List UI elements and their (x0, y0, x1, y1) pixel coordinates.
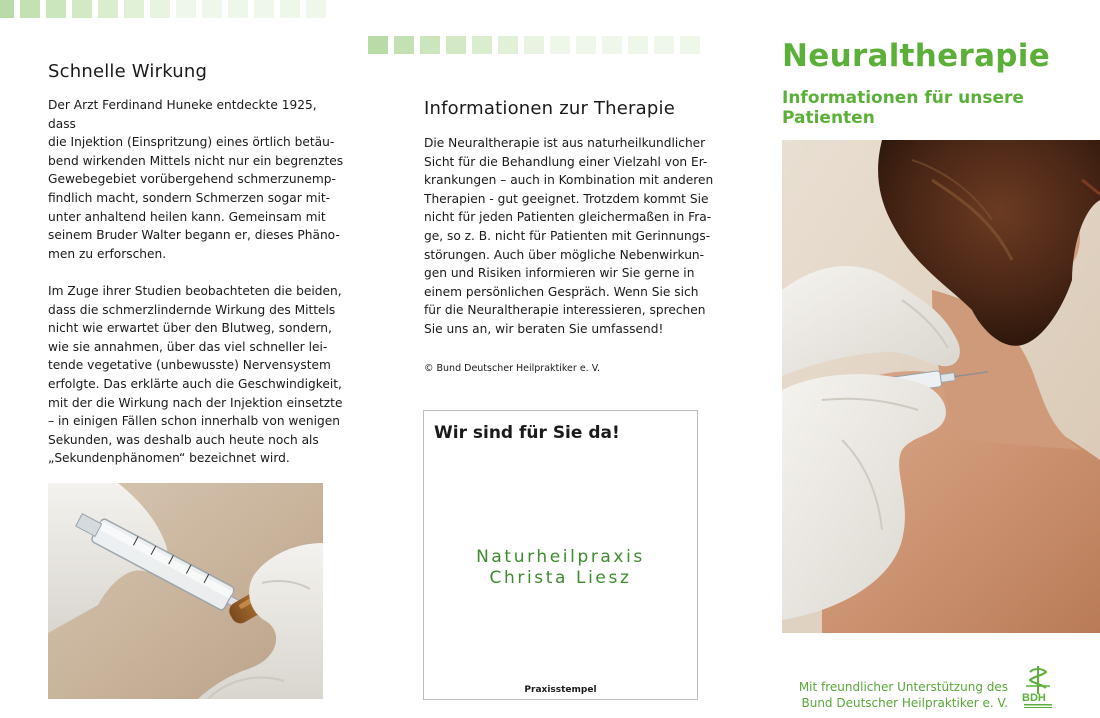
practice-name (424, 547, 697, 589)
bdh-logo-text: BDH (1022, 692, 1046, 704)
support-line: Mit freundlicher Unterstützung des (798, 680, 1008, 694)
text-line: mit der die Wirkung nach der Injektion einsetzte (48, 395, 343, 410)
text-line: störungen. Auch über mögliche Nebenwirkun- (424, 247, 705, 262)
square (602, 36, 622, 54)
practice-name-line: Naturheilpraxis (476, 547, 645, 567)
text-line: krankungen – auch in Kombination mit anderen (424, 173, 714, 188)
syringe-ampoule-illustration (48, 483, 323, 699)
brochure-subtitle: Informationen für unsere Patienten (782, 88, 1024, 128)
text-line: wie sie annahmen, über das viel schneller lei- (48, 339, 328, 354)
text-line: men zu erforschen. (48, 246, 167, 261)
square (20, 0, 40, 18)
text-line: ge, so z. B. nicht für Patienten mit Gerinnungs- (424, 228, 711, 243)
square (202, 0, 222, 18)
brochure-title: Neuraltherapie (782, 38, 1051, 74)
square (550, 36, 570, 54)
text-line: für die Neuraltherapie interessieren, sprechen (424, 303, 706, 318)
square (498, 36, 518, 54)
text-line: einem persönlichen Gespräch. Wenn Sie sich (424, 284, 699, 299)
neck-injection-photo (782, 140, 1100, 633)
square (176, 0, 196, 18)
square (72, 0, 92, 18)
stamp-label: Praxisstempel (524, 685, 597, 695)
square (46, 0, 66, 18)
text-line: Therapien - gut geeignet. Trotzdem kommt Sie (424, 191, 709, 206)
text-line: Der Arzt Ferdinand Huneke entdeckte 1925, dass (48, 98, 317, 131)
text-line: nicht für jeden Patienten gleichermaßen in Fra- (424, 210, 712, 225)
text-line: – in einigen Fällen schon innerhalb von wenigen (48, 414, 340, 429)
copyright-notice: © Bund Deutscher Heilpraktiker e. V. (424, 363, 601, 374)
square (472, 36, 492, 54)
text-line: Gewebegebiet vorübergehend schmerzunemp- (48, 172, 336, 187)
square (280, 0, 300, 18)
square (420, 36, 440, 54)
text-line: „Sekundenphänomen“ bezeichnet wird. (48, 451, 290, 466)
caduceus-icon (1020, 664, 1056, 714)
text-line: tende vegetative (unbewusste) Nervensystem (48, 358, 331, 373)
square (228, 0, 248, 18)
practice-stamp-box (423, 410, 698, 700)
paragraph (48, 282, 348, 468)
square (0, 0, 14, 18)
bdh-logo (1020, 664, 1056, 714)
text-line: gen und Risiken informieren wir Sie gerne in (424, 266, 695, 281)
text-line: erfolgte. Das erklärte auch die Geschwindigkeit, (48, 376, 342, 391)
paragraph (48, 96, 348, 263)
square (98, 0, 118, 18)
left-panel (0, 0, 366, 717)
text-line: nicht wie erwartet über den Blutweg, sondern, (48, 321, 332, 336)
section-heading: Schnelle Wirkung (48, 61, 208, 82)
section-body (424, 134, 714, 357)
square (150, 0, 170, 18)
square (254, 0, 274, 18)
support-credit (772, 679, 1008, 711)
decorative-squares-middle (368, 36, 700, 54)
middle-panel (366, 0, 732, 717)
square (446, 36, 466, 54)
decorative-squares-left (0, 0, 326, 18)
text-line: findlich macht, sondern Schmerzen sogar mit- (48, 190, 331, 205)
text-line: seinem Bruder Walter begann er, dieses Phäno- (48, 228, 340, 243)
text-line: Sicht für die Behandlung einer Vielzahl von Er- (424, 154, 708, 169)
square (576, 36, 596, 54)
square (628, 36, 648, 54)
text-line: die Injektion (Einspritzung) eines örtlich betäu- (48, 135, 335, 150)
practice-owner-line: Christa Liesz (489, 568, 632, 588)
text-line: bend wirkenden Mittels nicht nur ein begrenztes (48, 153, 344, 168)
text-line: Die Neuraltherapie ist aus naturheilkundlicher (424, 136, 706, 150)
section-heading: Informationen zur Therapie (424, 98, 675, 119)
square (306, 0, 326, 18)
square (394, 36, 414, 54)
section-body (48, 96, 348, 486)
text-line: unter anhaltend heilen kann. Gemeinsam mit (48, 209, 326, 224)
square (654, 36, 674, 54)
paragraph (424, 134, 714, 339)
text-line: dass die schmerzlindernde Wirkung des Mittels (48, 302, 336, 317)
stamp-heading: Wir sind für Sie da! (434, 423, 620, 443)
neck-injection-illustration (782, 140, 1100, 633)
right-panel (732, 0, 1100, 717)
square (524, 36, 544, 54)
text-line: Sekunden, was deshalb auch heute noch als (48, 432, 319, 447)
square (124, 0, 144, 18)
syringe-ampoule-photo (48, 483, 323, 699)
support-line: Bund Deutscher Heilpraktiker e. V. (801, 696, 1008, 710)
square (368, 36, 388, 54)
square (680, 36, 700, 54)
text-line: Im Zuge ihrer Studien beobachteten die beiden, (48, 283, 342, 298)
text-line: Sie uns an, wir beraten Sie umfassend! (424, 321, 664, 336)
